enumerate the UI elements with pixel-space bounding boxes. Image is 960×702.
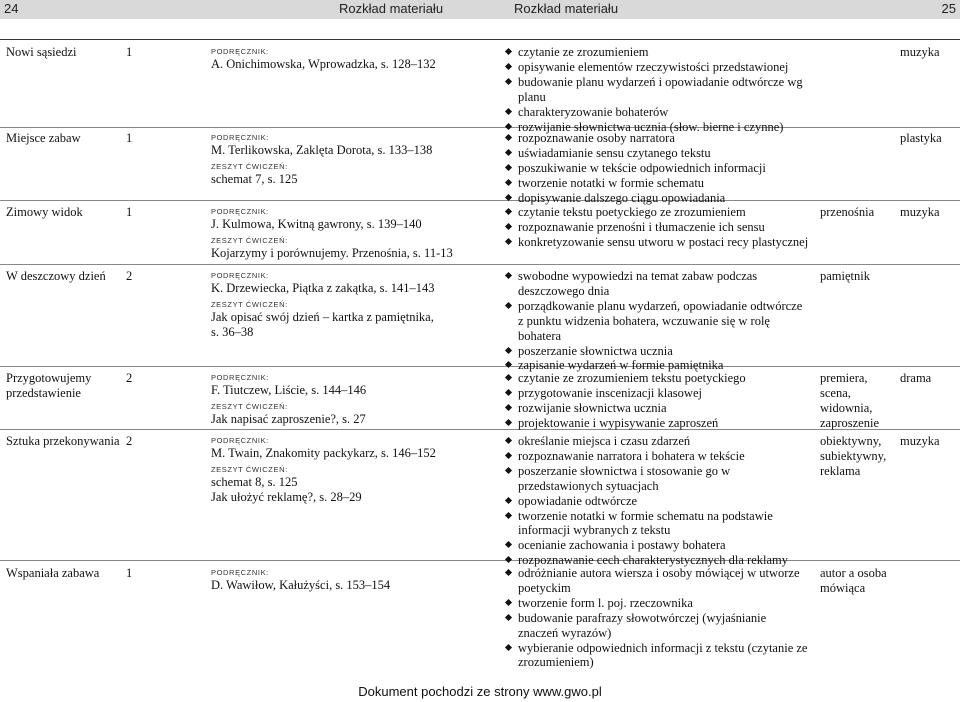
goals-cell — [504, 205, 809, 250]
goal-item: dopisywanie dalszego ciągu opowiadania — [504, 191, 809, 206]
goal-item: opisywanie elementów rzeczywistości przedstawionej — [504, 60, 809, 75]
goals-list — [504, 205, 809, 250]
source-text: Jak napisać zaproszenie?, s. 27 — [211, 412, 366, 426]
source-text: Kojarzymy i porównujemy. Przenośnia, s. 11-13 — [211, 246, 453, 260]
goals-cell — [504, 566, 809, 670]
goal-item: czytanie ze zrozumieniem — [504, 45, 809, 60]
sources-cell — [211, 568, 501, 597]
source-text: Jak opisać swój dzień – kartka z pamiętnika, — [211, 310, 434, 324]
goal-item: charakteryzowanie bohaterów — [504, 105, 809, 120]
row-divider — [0, 366, 960, 367]
header-divider — [0, 39, 960, 40]
source-text: D. Wawiłow, Kałużyści, s. 153–154 — [211, 578, 391, 592]
goal-item: poszerzanie słownictwa i stosowanie go w przedstawionych sytuacjach — [504, 464, 809, 494]
goal-item: określanie miejsca i czasu zdarzeń — [504, 434, 809, 449]
source-label: PODRĘCZNIK: — [211, 436, 269, 445]
goals-list — [504, 45, 809, 134]
goals-cell — [504, 269, 809, 373]
goal-item: konkretyzowanie sensu utworu w postaci recy plastycznej — [504, 235, 809, 250]
source-label: PODRĘCZNIK: — [211, 271, 269, 280]
goal-item: tworzenie notatki w formie schematu — [504, 176, 809, 191]
hours-cell: 2 — [126, 269, 133, 283]
source-text: A. Onichimowska, Wprowadzka, s. 128–132 — [211, 57, 436, 71]
goals-cell — [504, 434, 809, 568]
goal-item: porządkowanie planu wydarzeń, opowiadanie odtwórcze z punktu widzenia bohatera, wczuwanie się w rolę bohatera — [504, 299, 809, 344]
goal-item: uświadamianie sensu czytanego tekstu — [504, 146, 809, 161]
source-label: ZESZYT ĆWICZEŃ: — [211, 162, 288, 171]
goals-list — [504, 131, 809, 206]
goals-cell — [504, 131, 809, 206]
goal-item: odróżnianie autora wiersza i osoby mówiącej w utworze poetyckim — [504, 566, 809, 596]
header-title-right: Rozkład materiału — [514, 1, 619, 16]
goal-item: ocenianie zachowania i postawy bohatera — [504, 538, 809, 553]
source-label: PODRĘCZNIK: — [211, 373, 269, 382]
topic-cell: Sztuka przekonywania — [6, 434, 120, 448]
source-text: K. Drzewiecka, Piątka z zakątka, s. 141–143 — [211, 281, 435, 295]
goal-item: tworzenie notatki w formie schematu na podstawie informacji wybranych z tekstu — [504, 509, 809, 539]
source-text: s. 36–38 — [211, 325, 254, 339]
header-title-left: Rozkład materiału — [339, 1, 444, 16]
sources-cell — [211, 207, 501, 265]
sources-cell — [211, 271, 501, 344]
goal-item: rozpoznawanie narratora i bohatera w tekście — [504, 449, 809, 464]
sources-cell — [211, 436, 501, 509]
goal-item: rozpoznawanie osoby narratora — [504, 131, 809, 146]
goal-item: czytanie tekstu poetyckiego ze zrozumieniem — [504, 205, 809, 220]
goal-item: tworzenie form l. poj. rzeczownika — [504, 596, 809, 611]
terms-cell: autor a osoba mówiąca — [820, 566, 887, 595]
source-label: ZESZYT ĆWICZEŃ: — [211, 236, 288, 245]
goal-item: rozwijanie słownictwa ucznia — [504, 401, 809, 416]
source-label: PODRĘCZNIK: — [211, 47, 269, 56]
source-text: M. Terlikowska, Zaklęta Dorota, s. 133–138 — [211, 143, 433, 157]
goal-item: poszerzanie słownictwa ucznia — [504, 344, 809, 359]
hours-cell: 2 — [126, 371, 133, 385]
topic-cell: Wspaniała zabawa — [6, 566, 100, 580]
row-divider — [0, 127, 960, 128]
goal-item: wybieranie odpowiednich informacji z tekstu (czytanie ze zrozumieniem) — [504, 641, 809, 671]
goal-item: przygotowanie inscenizacji klasowej — [504, 386, 809, 401]
goals-list — [504, 371, 809, 431]
source-text: M. Twain, Znakomity packykarz, s. 146–152 — [211, 446, 436, 460]
goal-item: rozpoznawanie przenośni i tłumaczenie ich sensu — [504, 220, 809, 235]
goal-item: opowiadanie odtwórcze — [504, 494, 809, 509]
goal-item: poszukiwanie w tekście odpowiednich informacji — [504, 161, 809, 176]
source-label: ZESZYT ĆWICZEŃ: — [211, 300, 288, 309]
links-cell: drama — [900, 371, 932, 385]
links-cell: plastyka — [900, 131, 942, 145]
source-label: PODRĘCZNIK: — [211, 133, 269, 142]
goals-list — [504, 566, 809, 670]
goal-item: swobodne wypowiedzi na temat zabaw podczas deszczowego dnia — [504, 269, 809, 299]
goal-item: rozwijanie słownictwa ucznia (słow. bierne i czynne) — [504, 120, 809, 135]
terms-cell: premiera, scena, widownia, zaproszenie — [820, 371, 879, 430]
terms-cell: obiektywny, subiektywny, reklama — [820, 434, 887, 478]
hours-cell: 2 — [126, 434, 133, 448]
row-divider — [0, 200, 960, 201]
goal-item: zapisanie wydarzeń w formie pamiętnika — [504, 358, 809, 373]
sources-cell — [211, 47, 501, 76]
topic-cell: W deszczowy dzień — [6, 269, 106, 283]
sources-cell — [211, 373, 501, 431]
goal-item: budowanie parafrazy słowotwórczej (wyjaśnianie znaczeń wyrazów) — [504, 611, 809, 641]
goal-item: budowanie planu wydarzeń i opowiadanie odtwórcze wg planu — [504, 75, 809, 105]
topic-cell: Miejsce zabaw — [6, 131, 81, 145]
hours-cell: 1 — [126, 131, 133, 145]
goal-item: rozpoznawanie cech charakterystycznych dla reklamy — [504, 553, 809, 568]
row-divider — [0, 560, 960, 561]
goals-list — [504, 434, 809, 568]
page-number-left: 24 — [4, 1, 19, 16]
source-label: PODRĘCZNIK: — [211, 568, 269, 577]
links-cell: muzyka — [900, 205, 940, 219]
links-cell: muzyka — [900, 45, 940, 59]
goal-item: czytanie ze zrozumieniem tekstu poetyckiego — [504, 371, 809, 386]
terms-cell: przenośnia — [820, 205, 875, 219]
sources-cell — [211, 133, 501, 191]
source-label: PODRĘCZNIK: — [211, 207, 269, 216]
topic-cell: Zimowy widok — [6, 205, 83, 219]
footer-source: Dokument pochodzi ze strony www.gwo.pl — [358, 684, 602, 699]
source-text: schemat 8, s. 125 — [211, 475, 298, 489]
page-header — [0, 0, 960, 19]
topic-cell: Nowi sąsiedzi — [6, 45, 77, 59]
hours-cell: 1 — [126, 45, 133, 59]
topic-cell: Przygotowujemy przedstawienie — [6, 371, 92, 400]
goals-cell — [504, 45, 809, 134]
terms-cell: pamiętnik — [820, 269, 870, 283]
source-text: Jak ułożyć reklamę?, s. 28–29 — [211, 490, 362, 504]
source-text: F. Tiutczew, Liście, s. 144–146 — [211, 383, 367, 397]
hours-cell: 1 — [126, 566, 133, 580]
goal-item: projektowanie i wypisywanie zaproszeń — [504, 416, 809, 431]
hours-cell: 1 — [126, 205, 133, 219]
source-label: ZESZYT ĆWICZEŃ: — [211, 402, 288, 411]
links-cell: muzyka — [900, 434, 940, 448]
source-text: J. Kulmowa, Kwitną gawrony, s. 139–140 — [211, 217, 422, 231]
source-text: schemat 7, s. 125 — [211, 172, 298, 186]
source-label: ZESZYT ĆWICZEŃ: — [211, 465, 288, 474]
goals-cell — [504, 371, 809, 431]
page-number-right: 25 — [941, 1, 956, 16]
goals-list — [504, 269, 809, 373]
